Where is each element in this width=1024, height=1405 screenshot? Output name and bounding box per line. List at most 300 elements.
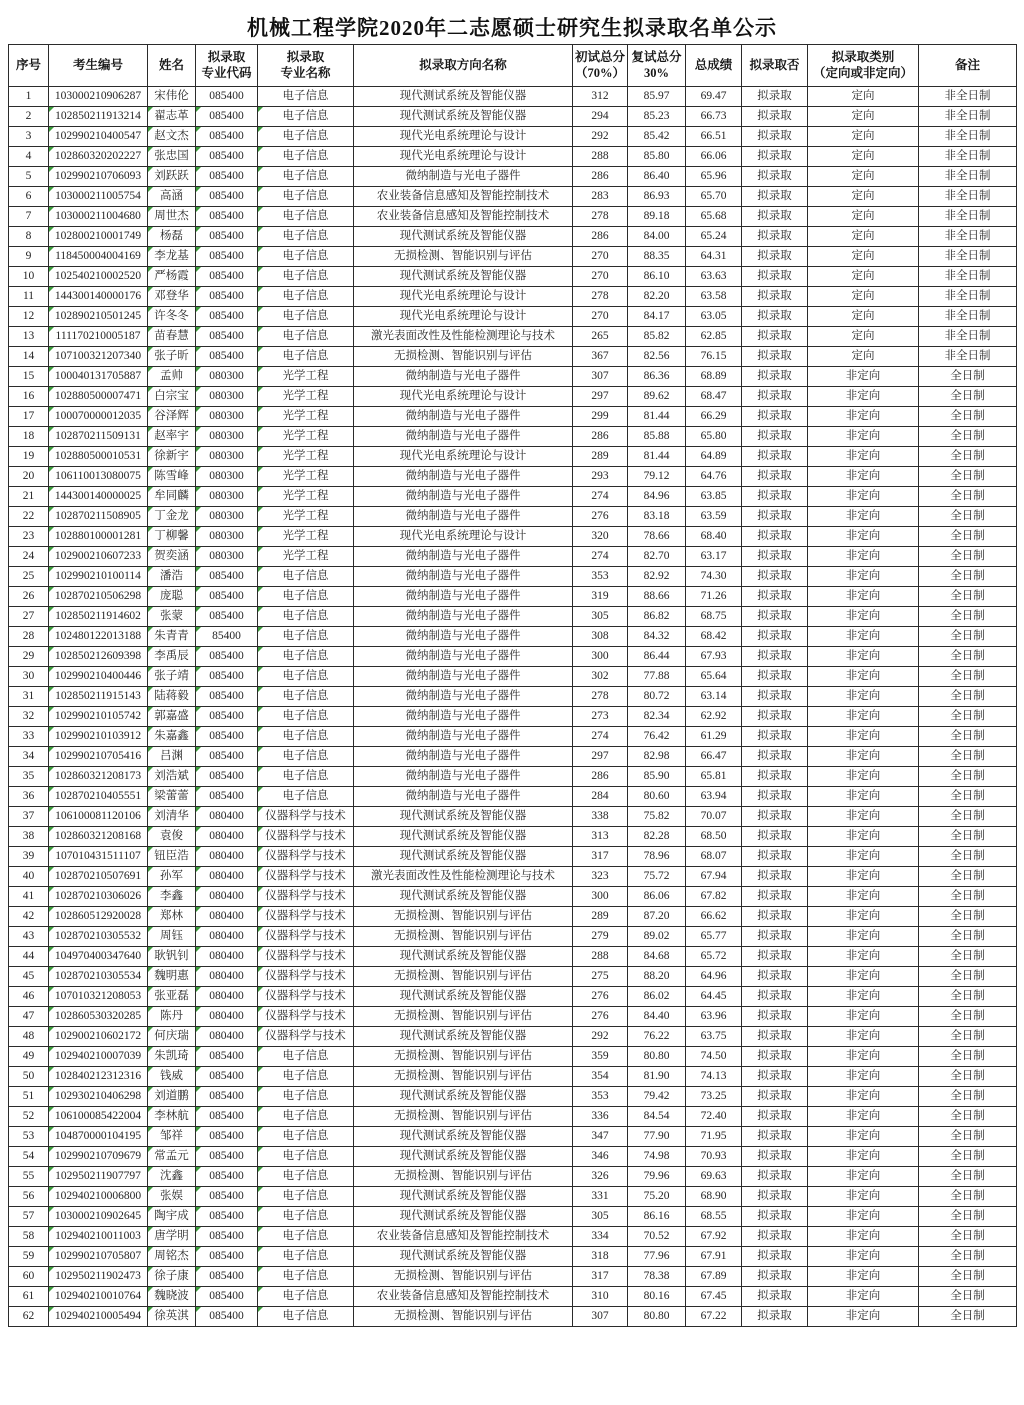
candidate-id-cell: 103000210906287 bbox=[49, 87, 148, 107]
retest-score-cell: 86.36 bbox=[628, 367, 686, 387]
major-name-cell: 电子信息 bbox=[258, 267, 354, 287]
initial-score-cell: 317 bbox=[573, 1267, 628, 1287]
major-name-cell: 仪器科学与技术 bbox=[258, 1007, 354, 1027]
retest-score-cell: 80.80 bbox=[628, 1047, 686, 1067]
candidate-id-cell: 106100085422004 bbox=[49, 1107, 148, 1127]
candidate-id-cell: 102880500010531 bbox=[49, 447, 148, 467]
major-code-cell: 085400 bbox=[196, 207, 258, 227]
category-cell: 非定向 bbox=[808, 1207, 919, 1227]
serial-cell: 46 bbox=[9, 987, 49, 1007]
page-title: 机械工程学院2020年二志愿硕士研究生拟录取名单公示 bbox=[247, 16, 777, 40]
direction-cell: 现代测试系统及智能仪器 bbox=[354, 1087, 573, 1107]
direction-cell: 无损检测、智能识别与评估 bbox=[354, 967, 573, 987]
major-code-cell: 085400 bbox=[196, 187, 258, 207]
name-cell: 刘道鹏 bbox=[148, 1087, 196, 1107]
name-cell: 潘浩 bbox=[148, 567, 196, 587]
remark-cell: 全日制 bbox=[919, 887, 1017, 907]
admission-status-cell: 拟录取 bbox=[742, 1007, 808, 1027]
admission-status-cell: 拟录取 bbox=[742, 767, 808, 787]
total-score-cell: 65.96 bbox=[686, 167, 742, 187]
direction-cell: 农业装备信息感知及智能控制技术 bbox=[354, 1227, 573, 1247]
major-code-cell: 085400 bbox=[196, 347, 258, 367]
major-name-cell: 电子信息 bbox=[258, 1267, 354, 1287]
retest-score-cell: 88.20 bbox=[628, 967, 686, 987]
admission-status-cell: 拟录取 bbox=[742, 387, 808, 407]
table-row bbox=[9, 827, 1017, 847]
total-score-cell: 67.91 bbox=[686, 1247, 742, 1267]
candidate-id-cell: 104870000104195 bbox=[49, 1127, 148, 1147]
name-cell: 魏明惠 bbox=[148, 967, 196, 987]
total-score-cell: 65.77 bbox=[686, 927, 742, 947]
initial-score-cell: 319 bbox=[573, 587, 628, 607]
initial-score-cell: 276 bbox=[573, 507, 628, 527]
admission-status-cell: 拟录取 bbox=[742, 887, 808, 907]
major-code-cell: 080300 bbox=[196, 507, 258, 527]
retest-score-cell: 81.44 bbox=[628, 407, 686, 427]
name-cell: 高涵 bbox=[148, 187, 196, 207]
major-code-cell: 080400 bbox=[196, 1007, 258, 1027]
admission-status-cell: 拟录取 bbox=[742, 327, 808, 347]
total-score-cell: 65.24 bbox=[686, 227, 742, 247]
admission-status-cell: 拟录取 bbox=[742, 167, 808, 187]
candidate-id-cell: 107100321207340 bbox=[49, 347, 148, 367]
candidate-id-cell: 102950211907797 bbox=[49, 1167, 148, 1187]
initial-score-cell: 289 bbox=[573, 907, 628, 927]
retest-score-cell: 88.35 bbox=[628, 247, 686, 267]
name-cell: 周世杰 bbox=[148, 207, 196, 227]
retest-score-cell: 76.22 bbox=[628, 1027, 686, 1047]
admission-status-cell: 拟录取 bbox=[742, 1267, 808, 1287]
name-cell: 徐子康 bbox=[148, 1267, 196, 1287]
major-name-cell: 仪器科学与技术 bbox=[258, 847, 354, 867]
initial-score-cell: 305 bbox=[573, 607, 628, 627]
major-code-cell: 085400 bbox=[196, 607, 258, 627]
category-cell: 定向 bbox=[808, 247, 919, 267]
retest-score-cell: 83.18 bbox=[628, 507, 686, 527]
direction-cell: 现代光电系统理论与设计 bbox=[354, 127, 573, 147]
major-code-cell: 080400 bbox=[196, 847, 258, 867]
table-row bbox=[9, 507, 1017, 527]
candidate-id-cell: 102990210705807 bbox=[49, 1247, 148, 1267]
direction-cell: 无损检测、智能识别与评估 bbox=[354, 1167, 573, 1187]
major-code-cell: 085400 bbox=[196, 767, 258, 787]
candidate-id-cell: 102870210507691 bbox=[49, 867, 148, 887]
serial-cell: 54 bbox=[9, 1147, 49, 1167]
name-cell: 赵率宇 bbox=[148, 427, 196, 447]
category-cell: 非定向 bbox=[808, 567, 919, 587]
total-score-cell: 68.47 bbox=[686, 387, 742, 407]
candidate-id-cell: 102870210306026 bbox=[49, 887, 148, 907]
table-row bbox=[9, 167, 1017, 187]
category-cell: 非定向 bbox=[808, 387, 919, 407]
major-name-cell: 电子信息 bbox=[258, 1247, 354, 1267]
admission-status-cell: 拟录取 bbox=[742, 547, 808, 567]
major-name-cell: 电子信息 bbox=[258, 347, 354, 367]
retest-score-cell: 89.02 bbox=[628, 927, 686, 947]
remark-cell: 全日制 bbox=[919, 867, 1017, 887]
direction-cell: 激光表面改性及性能检测理论与技术 bbox=[354, 867, 573, 887]
remark-cell: 全日制 bbox=[919, 947, 1017, 967]
column-header-admit-flag: 拟录取否 bbox=[742, 45, 808, 87]
name-cell: 牟同麟 bbox=[148, 487, 196, 507]
admission-status-cell: 拟录取 bbox=[742, 227, 808, 247]
candidate-id-cell: 107010431511107 bbox=[49, 847, 148, 867]
direction-cell: 现代光电系统理论与设计 bbox=[354, 527, 573, 547]
remark-cell: 全日制 bbox=[919, 727, 1017, 747]
category-cell: 定向 bbox=[808, 287, 919, 307]
remark-cell: 全日制 bbox=[919, 1307, 1017, 1327]
major-code-cell: 085400 bbox=[196, 1287, 258, 1307]
serial-cell: 27 bbox=[9, 607, 49, 627]
direction-cell: 现代测试系统及智能仪器 bbox=[354, 947, 573, 967]
remark-cell: 全日制 bbox=[919, 487, 1017, 507]
major-code-cell: 085400 bbox=[196, 727, 258, 747]
candidate-id-cell: 102950211902473 bbox=[49, 1267, 148, 1287]
retest-score-cell: 77.96 bbox=[628, 1247, 686, 1267]
candidate-id-cell: 118450004004169 bbox=[49, 247, 148, 267]
name-cell: 郭嘉盛 bbox=[148, 707, 196, 727]
serial-cell: 3 bbox=[9, 127, 49, 147]
serial-cell: 44 bbox=[9, 947, 49, 967]
direction-cell: 无损检测、智能识别与评估 bbox=[354, 907, 573, 927]
major-code-cell: 080300 bbox=[196, 467, 258, 487]
remark-cell: 全日制 bbox=[919, 1287, 1017, 1307]
retest-score-cell: 85.23 bbox=[628, 107, 686, 127]
table-row bbox=[9, 987, 1017, 1007]
direction-cell: 微纳制造与光电子器件 bbox=[354, 427, 573, 447]
admission-status-cell: 拟录取 bbox=[742, 307, 808, 327]
candidate-id-cell: 102860321208168 bbox=[49, 827, 148, 847]
table-row bbox=[9, 187, 1017, 207]
major-code-cell: 080400 bbox=[196, 967, 258, 987]
retest-score-cell: 87.20 bbox=[628, 907, 686, 927]
remark-cell: 非全日制 bbox=[919, 207, 1017, 227]
major-code-cell: 085400 bbox=[196, 1067, 258, 1087]
serial-cell: 6 bbox=[9, 187, 49, 207]
remark-cell: 全日制 bbox=[919, 1267, 1017, 1287]
column-header-name: 姓名 bbox=[148, 45, 196, 87]
initial-score-cell: 331 bbox=[573, 1187, 628, 1207]
category-cell: 非定向 bbox=[808, 1007, 919, 1027]
total-score-cell: 62.92 bbox=[686, 707, 742, 727]
category-cell: 定向 bbox=[808, 347, 919, 367]
total-score-cell: 61.29 bbox=[686, 727, 742, 747]
candidate-id-cell: 100040131705887 bbox=[49, 367, 148, 387]
name-cell: 贺奕涵 bbox=[148, 547, 196, 567]
major-code-cell: 085400 bbox=[196, 587, 258, 607]
table-row bbox=[9, 587, 1017, 607]
candidate-id-cell: 144300140000176 bbox=[49, 287, 148, 307]
direction-cell: 农业装备信息感知及智能控制技术 bbox=[354, 207, 573, 227]
total-score-cell: 67.94 bbox=[686, 867, 742, 887]
column-header-serial: 序号 bbox=[9, 45, 49, 87]
table-row bbox=[9, 1207, 1017, 1227]
serial-cell: 60 bbox=[9, 1267, 49, 1287]
candidate-id-cell: 102880500007471 bbox=[49, 387, 148, 407]
major-name-cell: 光学工程 bbox=[258, 527, 354, 547]
table-row bbox=[9, 1147, 1017, 1167]
category-cell: 非定向 bbox=[808, 647, 919, 667]
admission-status-cell: 拟录取 bbox=[742, 987, 808, 1007]
major-code-cell: 085400 bbox=[196, 227, 258, 247]
serial-cell: 58 bbox=[9, 1227, 49, 1247]
name-cell: 常孟元 bbox=[148, 1147, 196, 1167]
candidate-id-cell: 107010321208053 bbox=[49, 987, 148, 1007]
total-score-cell: 64.89 bbox=[686, 447, 742, 467]
retest-score-cell: 81.90 bbox=[628, 1067, 686, 1087]
initial-score-cell: 305 bbox=[573, 1207, 628, 1227]
direction-cell: 现代测试系统及智能仪器 bbox=[354, 87, 573, 107]
serial-cell: 19 bbox=[9, 447, 49, 467]
name-cell: 孟帅 bbox=[148, 367, 196, 387]
initial-score-cell: 278 bbox=[573, 287, 628, 307]
table-row bbox=[9, 887, 1017, 907]
name-cell: 何庆瑞 bbox=[148, 1027, 196, 1047]
category-cell: 非定向 bbox=[808, 1307, 919, 1327]
name-cell: 陶宇成 bbox=[148, 1207, 196, 1227]
direction-cell: 微纳制造与光电子器件 bbox=[354, 567, 573, 587]
initial-score-cell: 288 bbox=[573, 147, 628, 167]
category-cell: 定向 bbox=[808, 127, 919, 147]
table-row bbox=[9, 867, 1017, 887]
major-name-cell: 电子信息 bbox=[258, 607, 354, 627]
total-score-cell: 68.89 bbox=[686, 367, 742, 387]
serial-cell: 18 bbox=[9, 427, 49, 447]
major-code-cell: 085400 bbox=[196, 1247, 258, 1267]
name-cell: 刘浩斌 bbox=[148, 767, 196, 787]
table-row bbox=[9, 567, 1017, 587]
category-cell: 非定向 bbox=[808, 967, 919, 987]
name-cell: 宋伟伦 bbox=[148, 87, 196, 107]
admission-status-cell: 拟录取 bbox=[742, 967, 808, 987]
major-code-cell: 085400 bbox=[196, 87, 258, 107]
direction-cell: 现代测试系统及智能仪器 bbox=[354, 1127, 573, 1147]
major-code-cell: 080300 bbox=[196, 447, 258, 467]
retest-score-cell: 79.12 bbox=[628, 467, 686, 487]
category-cell: 非定向 bbox=[808, 747, 919, 767]
retest-score-cell: 80.72 bbox=[628, 687, 686, 707]
remark-cell: 非全日制 bbox=[919, 307, 1017, 327]
category-cell: 非定向 bbox=[808, 847, 919, 867]
remark-cell: 全日制 bbox=[919, 1087, 1017, 1107]
category-cell: 非定向 bbox=[808, 427, 919, 447]
initial-score-cell: 297 bbox=[573, 747, 628, 767]
remark-cell: 全日制 bbox=[919, 907, 1017, 927]
candidate-id-cell: 102540210002520 bbox=[49, 267, 148, 287]
retest-score-cell: 80.60 bbox=[628, 787, 686, 807]
table-row bbox=[9, 707, 1017, 727]
major-name-cell: 电子信息 bbox=[258, 787, 354, 807]
table-row bbox=[9, 907, 1017, 927]
table-row bbox=[9, 107, 1017, 127]
name-cell: 严杨霞 bbox=[148, 267, 196, 287]
serial-cell: 23 bbox=[9, 527, 49, 547]
admission-status-cell: 拟录取 bbox=[742, 827, 808, 847]
category-cell: 非定向 bbox=[808, 807, 919, 827]
initial-score-cell: 317 bbox=[573, 847, 628, 867]
major-name-cell: 仪器科学与技术 bbox=[258, 887, 354, 907]
retest-score-cell: 77.90 bbox=[628, 1127, 686, 1147]
category-cell: 定向 bbox=[808, 147, 919, 167]
admission-status-cell: 拟录取 bbox=[742, 447, 808, 467]
direction-cell: 微纳制造与光电子器件 bbox=[354, 507, 573, 527]
table-row bbox=[9, 467, 1017, 487]
major-name-cell: 电子信息 bbox=[258, 127, 354, 147]
serial-cell: 47 bbox=[9, 1007, 49, 1027]
retest-score-cell: 84.00 bbox=[628, 227, 686, 247]
table-header-row bbox=[9, 45, 1017, 87]
major-code-cell: 085400 bbox=[196, 1267, 258, 1287]
major-code-cell: 085400 bbox=[196, 747, 258, 767]
name-cell: 周钰 bbox=[148, 927, 196, 947]
category-cell: 非定向 bbox=[808, 507, 919, 527]
major-name-cell: 电子信息 bbox=[258, 1127, 354, 1147]
total-score-cell: 65.81 bbox=[686, 767, 742, 787]
category-cell: 非定向 bbox=[808, 1247, 919, 1267]
remark-cell: 非全日制 bbox=[919, 267, 1017, 287]
table-row bbox=[9, 87, 1017, 107]
direction-cell: 微纳制造与光电子器件 bbox=[354, 667, 573, 687]
category-cell: 定向 bbox=[808, 187, 919, 207]
major-code-cell: 080400 bbox=[196, 927, 258, 947]
initial-score-cell: 307 bbox=[573, 1307, 628, 1327]
major-name-cell: 电子信息 bbox=[258, 1087, 354, 1107]
admission-status-cell: 拟录取 bbox=[742, 787, 808, 807]
total-score-cell: 68.55 bbox=[686, 1207, 742, 1227]
admission-status-cell: 拟录取 bbox=[742, 927, 808, 947]
category-cell: 非定向 bbox=[808, 767, 919, 787]
major-name-cell: 仪器科学与技术 bbox=[258, 867, 354, 887]
major-name-cell: 电子信息 bbox=[258, 767, 354, 787]
admission-status-cell: 拟录取 bbox=[742, 187, 808, 207]
table-row bbox=[9, 967, 1017, 987]
category-cell: 非定向 bbox=[808, 687, 919, 707]
total-score-cell: 67.45 bbox=[686, 1287, 742, 1307]
admission-status-cell: 拟录取 bbox=[742, 1307, 808, 1327]
candidate-id-cell: 102800210001749 bbox=[49, 227, 148, 247]
admission-status-cell: 拟录取 bbox=[742, 947, 808, 967]
candidate-id-cell: 103000211005754 bbox=[49, 187, 148, 207]
direction-cell: 无损检测、智能识别与评估 bbox=[354, 1007, 573, 1027]
retest-score-cell: 82.92 bbox=[628, 567, 686, 587]
major-name-cell: 电子信息 bbox=[258, 1107, 354, 1127]
table-row bbox=[9, 1087, 1017, 1107]
direction-cell: 现代测试系统及智能仪器 bbox=[354, 827, 573, 847]
serial-cell: 40 bbox=[9, 867, 49, 887]
direction-cell: 农业装备信息感知及智能控制技术 bbox=[354, 1287, 573, 1307]
admission-status-cell: 拟录取 bbox=[742, 407, 808, 427]
admission-status-cell: 拟录取 bbox=[742, 467, 808, 487]
initial-score-cell: 278 bbox=[573, 207, 628, 227]
total-score-cell: 65.68 bbox=[686, 207, 742, 227]
total-score-cell: 68.75 bbox=[686, 607, 742, 627]
candidate-id-cell: 111170210005187 bbox=[49, 327, 148, 347]
initial-score-cell: 289 bbox=[573, 447, 628, 467]
remark-cell: 非全日制 bbox=[919, 167, 1017, 187]
major-name-cell: 电子信息 bbox=[258, 327, 354, 347]
remark-cell: 全日制 bbox=[919, 1247, 1017, 1267]
admission-status-cell: 拟录取 bbox=[742, 1167, 808, 1187]
candidate-id-cell: 102850211913214 bbox=[49, 107, 148, 127]
admission-table bbox=[8, 44, 1017, 1327]
candidate-id-cell: 102480122013188 bbox=[49, 627, 148, 647]
initial-score-cell: 346 bbox=[573, 1147, 628, 1167]
remark-cell: 全日制 bbox=[919, 507, 1017, 527]
retest-score-cell: 78.96 bbox=[628, 847, 686, 867]
major-name-cell: 光学工程 bbox=[258, 547, 354, 567]
name-cell: 张子昕 bbox=[148, 347, 196, 367]
name-cell: 唐学明 bbox=[148, 1227, 196, 1247]
total-score-cell: 68.50 bbox=[686, 827, 742, 847]
serial-cell: 52 bbox=[9, 1107, 49, 1127]
serial-cell: 33 bbox=[9, 727, 49, 747]
serial-cell: 28 bbox=[9, 627, 49, 647]
remark-cell: 非全日制 bbox=[919, 227, 1017, 247]
major-code-cell: 080300 bbox=[196, 427, 258, 447]
category-cell: 非定向 bbox=[808, 447, 919, 467]
retest-score-cell: 86.10 bbox=[628, 267, 686, 287]
initial-score-cell: 320 bbox=[573, 527, 628, 547]
total-score-cell: 66.62 bbox=[686, 907, 742, 927]
category-cell: 非定向 bbox=[808, 787, 919, 807]
major-name-cell: 电子信息 bbox=[258, 307, 354, 327]
major-name-cell: 电子信息 bbox=[258, 87, 354, 107]
retest-score-cell: 86.93 bbox=[628, 187, 686, 207]
table-row bbox=[9, 1187, 1017, 1207]
admission-status-cell: 拟录取 bbox=[742, 1287, 808, 1307]
table-row bbox=[9, 947, 1017, 967]
major-name-cell: 电子信息 bbox=[258, 1287, 354, 1307]
direction-cell: 微纳制造与光电子器件 bbox=[354, 487, 573, 507]
direction-cell: 现代测试系统及智能仪器 bbox=[354, 1147, 573, 1167]
initial-score-cell: 353 bbox=[573, 1087, 628, 1107]
table-row bbox=[9, 487, 1017, 507]
category-cell: 非定向 bbox=[808, 1087, 919, 1107]
major-code-cell: 085400 bbox=[196, 307, 258, 327]
total-score-cell: 74.50 bbox=[686, 1047, 742, 1067]
major-code-cell: 085400 bbox=[196, 667, 258, 687]
initial-score-cell: 292 bbox=[573, 127, 628, 147]
category-cell: 定向 bbox=[808, 327, 919, 347]
major-name-cell: 电子信息 bbox=[258, 107, 354, 127]
admission-status-cell: 拟录取 bbox=[742, 1067, 808, 1087]
serial-cell: 39 bbox=[9, 847, 49, 867]
retest-score-cell: 86.82 bbox=[628, 607, 686, 627]
category-cell: 定向 bbox=[808, 307, 919, 327]
direction-cell: 现代测试系统及智能仪器 bbox=[354, 267, 573, 287]
serial-cell: 31 bbox=[9, 687, 49, 707]
candidate-id-cell: 102890210501245 bbox=[49, 307, 148, 327]
direction-cell: 无损检测、智能识别与评估 bbox=[354, 927, 573, 947]
serial-cell: 41 bbox=[9, 887, 49, 907]
total-score-cell: 67.22 bbox=[686, 1307, 742, 1327]
retest-score-cell: 78.38 bbox=[628, 1267, 686, 1287]
major-name-cell: 仪器科学与技术 bbox=[258, 807, 354, 827]
direction-cell: 微纳制造与光电子器件 bbox=[354, 467, 573, 487]
name-cell: 邹祥 bbox=[148, 1127, 196, 1147]
direction-cell: 微纳制造与光电子器件 bbox=[354, 607, 573, 627]
table-row bbox=[9, 367, 1017, 387]
name-cell: 李鑫 bbox=[148, 887, 196, 907]
remark-cell: 全日制 bbox=[919, 1127, 1017, 1147]
table-row bbox=[9, 747, 1017, 767]
retest-score-cell: 70.52 bbox=[628, 1227, 686, 1247]
direction-cell: 现代测试系统及智能仪器 bbox=[354, 887, 573, 907]
column-header-major-name: 拟录取 专业名称 bbox=[258, 45, 354, 87]
initial-score-cell: 275 bbox=[573, 967, 628, 987]
serial-cell: 15 bbox=[9, 367, 49, 387]
candidate-id-cell: 102850212609398 bbox=[49, 647, 148, 667]
